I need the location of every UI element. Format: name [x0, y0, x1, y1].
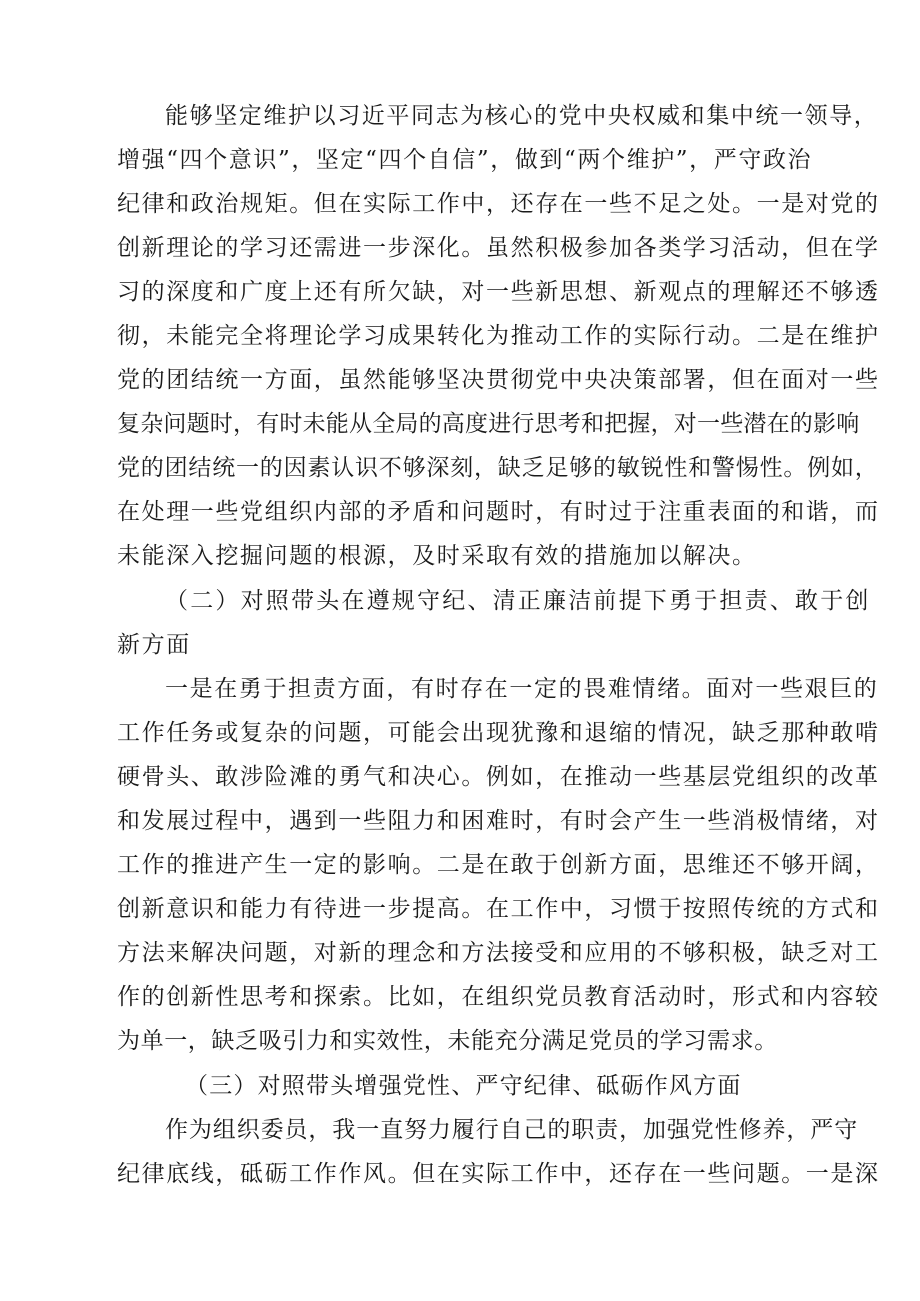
text-line: 未能深入挖掘问题的根源，及时采取有效的措施加以解决。 — [117, 543, 757, 569]
text-line: 在处理一些党组织内部的矛盾和问题时，有时过于注重表面的和谐，而 — [117, 499, 880, 525]
text-line: 创新理论的学习还需进一步深化。虽然积极参加各类学习活动，但在学 — [117, 235, 880, 261]
text-line: 能够坚定维护以习近平同志为核心的党中央权威和集中统一领导， — [165, 103, 879, 129]
text-line: 增强“四个意识”，坚定“四个自信”，做到“两个维护”，严守政治 — [117, 147, 813, 173]
text-line: 纪律和政治规矩。但在实际工作中，还存在一些不足之处。一是对党的 — [117, 191, 880, 217]
text-line: 为单一，缺乏吸引力和实效性，未能充分满足党员的学习需求。 — [117, 1028, 778, 1054]
text-line: 习的深度和广度上还有所欠缺，对一些新思想、新观点的理解还不够透 — [117, 279, 880, 305]
text-line: 党的团结统一的因素认识不够深刻，缺乏足够的敏锐性和警惕性。例如， — [117, 455, 879, 481]
text-line: 硬骨头、敢涉险滩的勇气和决心。例如，在推动一些基层党组织的改革 — [117, 764, 880, 790]
heading-line: （三）对照带头增强党性、严守纪律、砥砺作风方面 — [185, 1073, 742, 1099]
text-line: 彻，未能完全将理论学习成果转化为推动工作的实际行动。二是在维护 — [117, 323, 880, 349]
text-line: 和发展过程中，遇到一些阻力和困难时，有时会产生一些消极情绪，对 — [117, 808, 880, 834]
text-line: 纪律底线，砥砺工作作风。但在实际工作中，还存在一些问题。一是深 — [117, 1161, 880, 1187]
heading-line: 新方面 — [117, 632, 191, 658]
text-line: 复杂问题时，有时未能从全局的高度进行思考和把握，对一些潜在的影响 — [117, 411, 860, 437]
text-line: 工作的推进产生一定的影响。二是在敢于创新方面，思维还不够开阔， — [117, 852, 880, 878]
text-line: 创新意识和能力有待进一步提高。在工作中，习惯于按照传统的方式和 — [117, 896, 880, 922]
text-line: 工作任务或复杂的问题，可能会出现犹豫和退缩的情况，缺乏那种敢啃 — [117, 720, 880, 746]
text-line: 一是在勇于担责方面，有时存在一定的畏难情绪。面对一些艰巨的 — [165, 676, 879, 702]
text-line: 党的团结统一方面，虽然能够坚决贯彻党中央决策部署，但在面对一些 — [117, 367, 880, 393]
heading-line: （二）对照带头在遵规守纪、清正廉洁前提下勇于担责、敢于创 — [165, 588, 871, 614]
text-line: 方法来解决问题，对新的理念和方法接受和应用的不够积极，缺乏对工 — [117, 940, 880, 966]
text-line: 作为组织委员，我一直努力履行自己的职责，加强党性修养，严守 — [165, 1117, 859, 1143]
text-line: 作的创新性思考和探索。比如，在组织党员教育活动时，形式和内容较 — [117, 984, 880, 1010]
